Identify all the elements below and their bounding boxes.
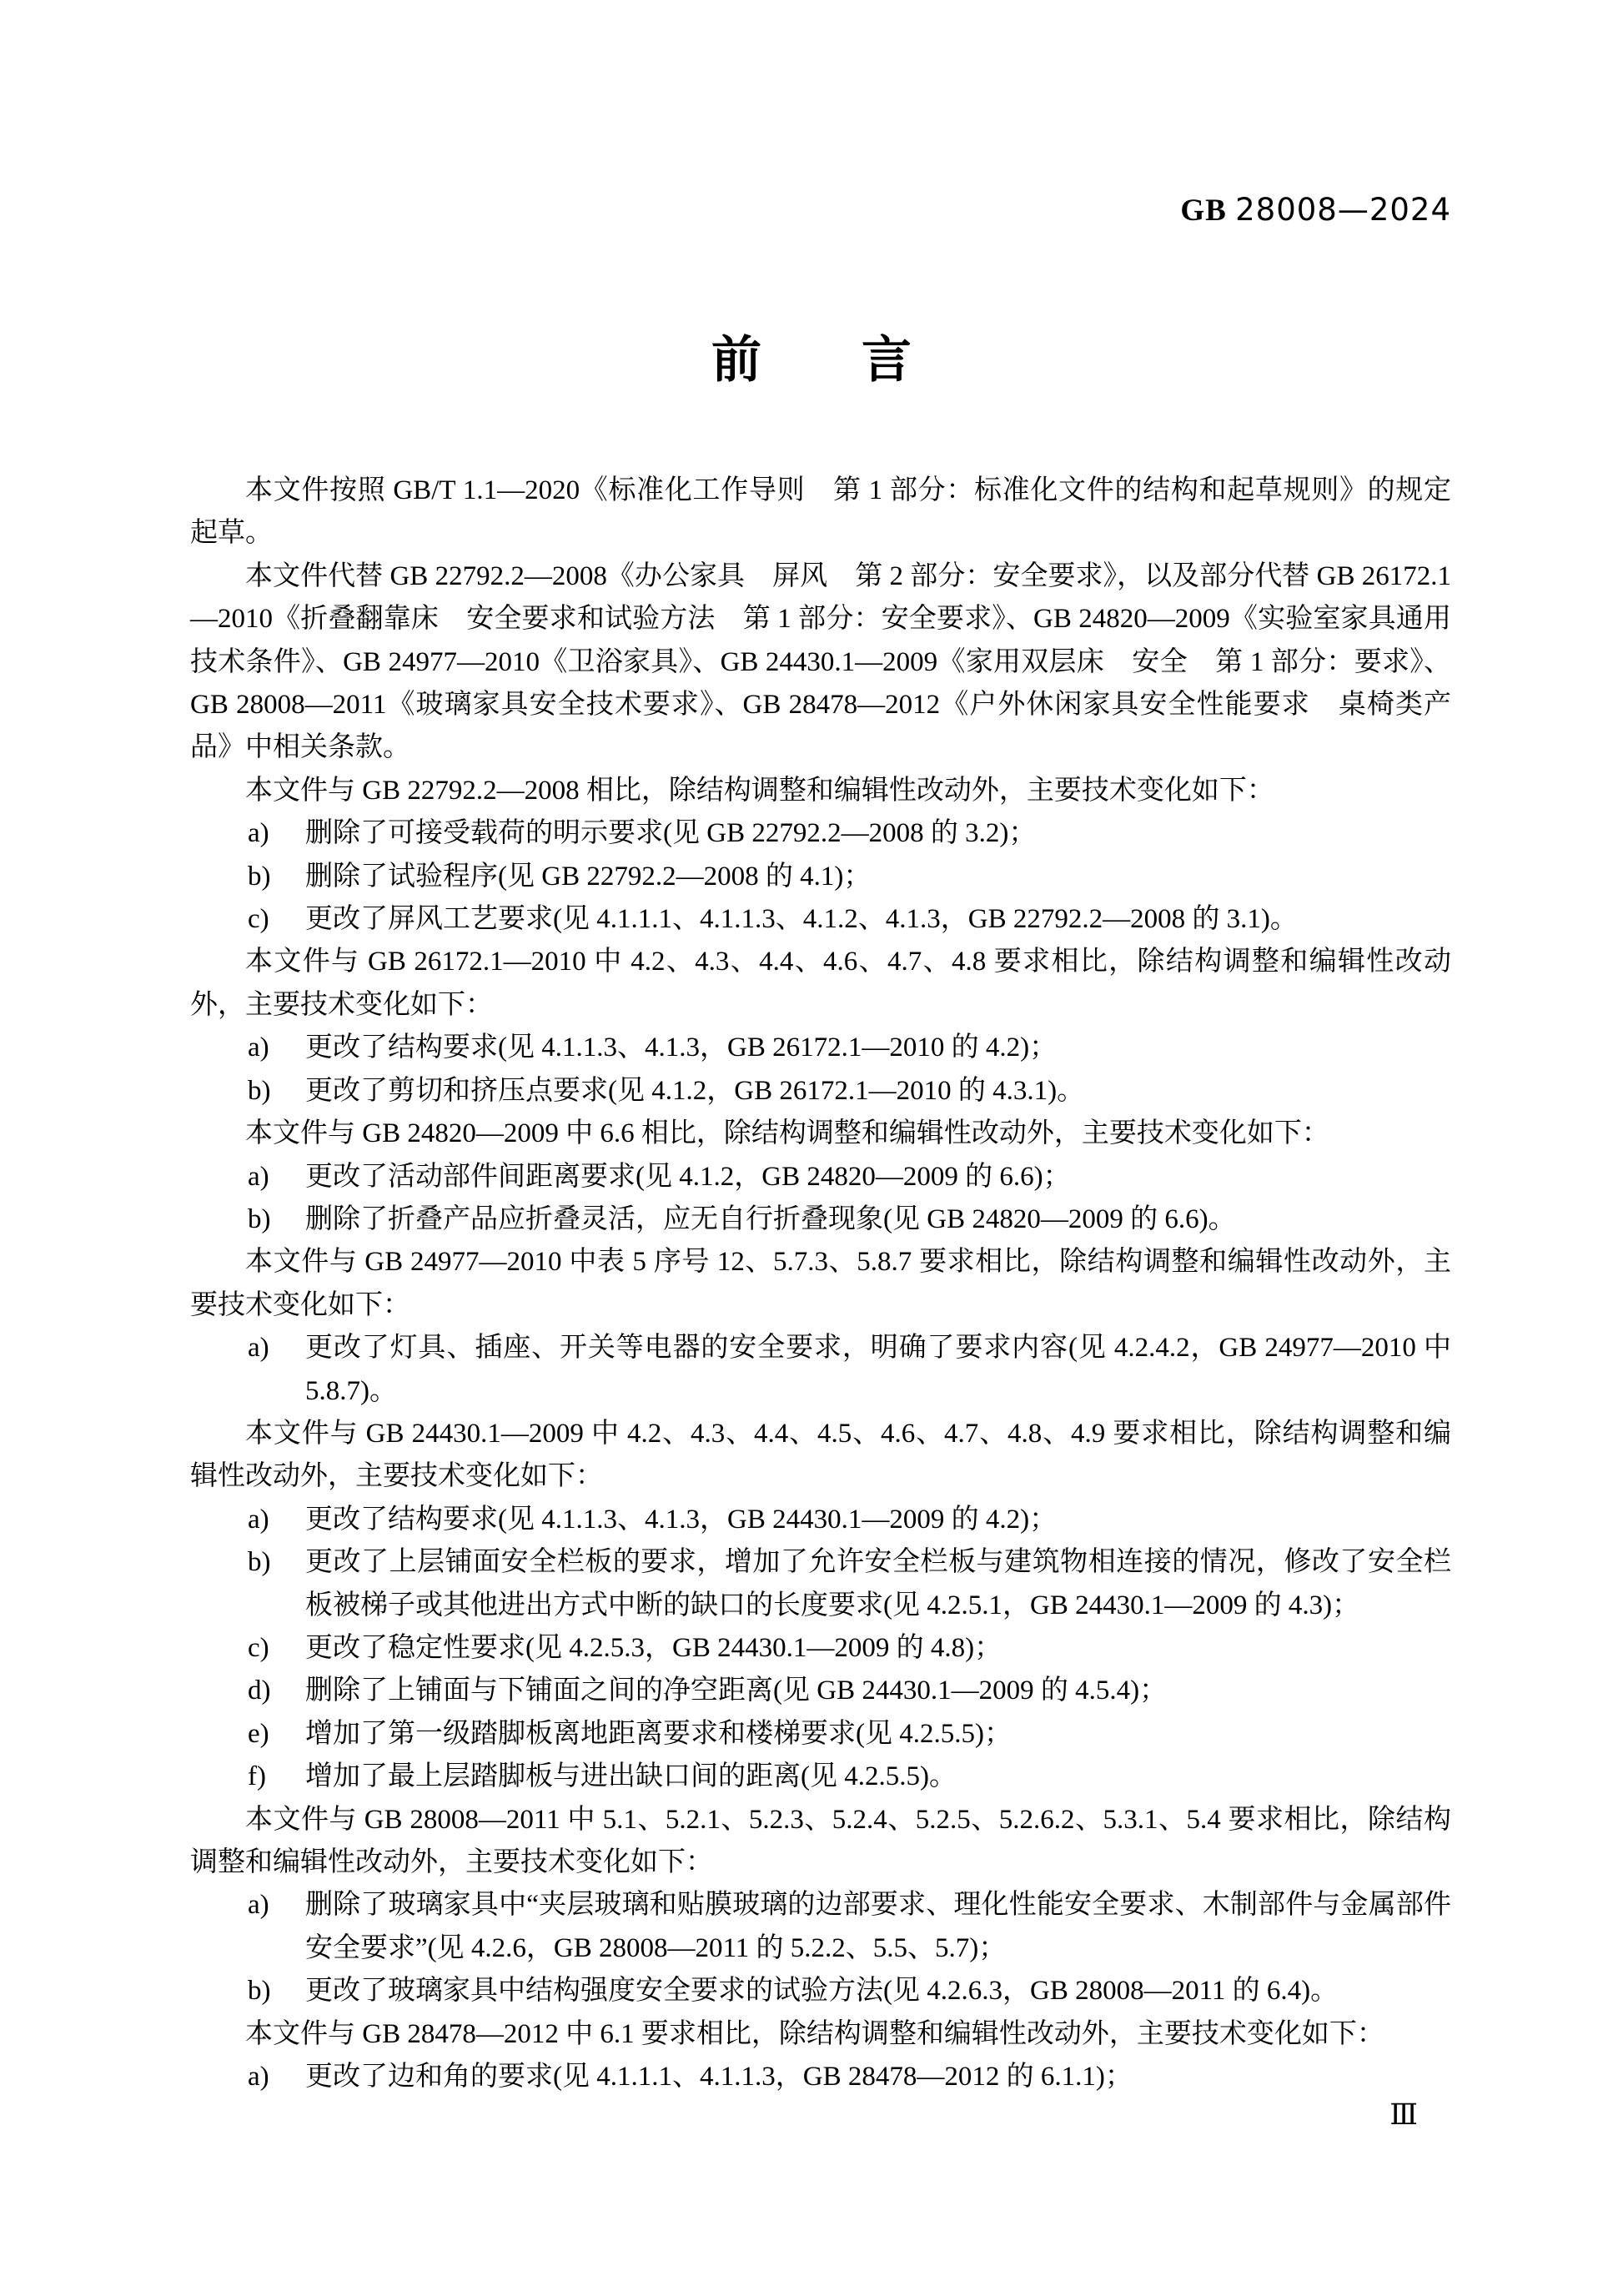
paragraph — [190, 470, 1451, 555]
page-number: Ⅲ — [1389, 2098, 1418, 2131]
list-item — [190, 1070, 1451, 1113]
list-item-text: 删除了试验程序(见 GB 22792.2—2008 的 4.1)； — [305, 861, 872, 892]
paragraph — [190, 770, 1451, 812]
list-item-text: 更改了屏风工艺要求(见 4.1.1.1、4.1.1.3、4.1.2、4.1.3，GB 22792.2—2008 的 3.1)。 — [305, 904, 1298, 935]
paragraph — [190, 1413, 1451, 1499]
paragraph-text: 本文件与 GB 28478—2012 中 6.1 要求相比，除结构调整和编辑性改动外，主要技术变化如下： — [245, 2018, 1384, 2049]
foreword-body — [190, 470, 1451, 2098]
standard-code-prefix: GB — [1180, 193, 1227, 228]
paragraph — [190, 941, 1451, 1027]
standard-code-header — [1180, 192, 1451, 229]
list-item — [190, 1156, 1451, 1198]
list-item-label: c) — [248, 904, 269, 935]
list-item-label: e) — [248, 1718, 269, 1749]
list-item-label: a) — [248, 1504, 269, 1535]
paragraph — [190, 2013, 1451, 2056]
list-item-text: 更改了剪切和挤压点要求(见 4.1.2，GB 26172.1—2010 的 4.3.1)。 — [305, 1075, 1085, 1106]
list-item — [190, 1970, 1451, 2012]
list-item-label: b) — [248, 1075, 271, 1106]
list-item-text: 增加了最上层踏脚板与进出缺口间的距离(见 4.2.5.5)。 — [305, 1761, 957, 1792]
list-item-text: 删除了玻璃家具中“夹层玻璃和贴膜玻璃的边部要求、理化性能安全要求、木制部件与金属部件安全要求”(见 4.2.6，GB 28008—2011 的 5.2.2、5.5、5.7)； — [305, 1890, 1451, 1963]
list-item — [190, 812, 1451, 855]
list-item-text: 更改了活动部件间距离要求(见 4.1.2，GB 24820—2009 的 6.6)； — [305, 1161, 1071, 1192]
page-title: 前 言 — [711, 332, 912, 388]
list-item — [190, 1198, 1451, 1241]
list-item-text: 删除了上铺面与下铺面之间的净空距离(见 GB 24430.1—2009 的 4.5.4)； — [305, 1676, 1168, 1706]
list-item — [190, 1713, 1451, 1756]
paragraph-text: 本文件与 GB 22792.2—2008 相比，除结构调整和编辑性改动外，主要技术变化如下： — [245, 775, 1274, 806]
standard-code-number: 28008—2024 — [1235, 192, 1451, 228]
paragraph-text: 本文件与 GB 24977—2010 中表 5 序号 12、5.7.3、5.8.7 要求相比，除结构调整和编辑性改动外，主要技术变化如下： — [190, 1247, 1451, 1320]
paragraph-text: 本文件代替 GB 22792.2—2008《办公家具 屏风 第 2 部分：安全要求》，以及部分代替 GB 26172.1—2010《折叠翻靠床 安全要求和试验方法 第 1 部分：安全要求》、GB 24820—2009《实验室家具通用技术条件》、GB 24977—2010《卫浴家具》、GB 24430.1—2009《家用双层床 安全 第 1 部分：要求》、GB 28008—2011《玻璃家具安全技术要求》、GB 28478—2012《户外休闲家具安全性能要求 桌椅类产品》中相关条款。 — [190, 560, 1451, 763]
list-item-text: 增加了第一级踏脚板离地距离要求和楼梯要求(见 4.2.5.5)； — [305, 1718, 1012, 1749]
list-item-label: c) — [248, 1632, 269, 1663]
list-item-label: a) — [248, 818, 269, 849]
list-item-label: b) — [248, 861, 271, 892]
paragraph-text: 本文件与 GB 24820—2009 中 6.6 相比，除结构调整和编辑性改动外，主要技术变化如下： — [245, 1118, 1329, 1149]
list-item-label: a) — [248, 1890, 269, 1921]
list-item-text: 更改了玻璃家具中结构强度安全要求的试验方法(见 4.2.6.3，GB 28008—2011 的 6.4)。 — [305, 1976, 1339, 2007]
list-item-label: a) — [248, 2062, 269, 2093]
paragraph-text: 本文件按照 GB/T 1.1—2020《标准化工作导则 第 1 部分：标准化文件的结构和起草规则》的规定起草。 — [190, 475, 1451, 549]
list-item-text: 更改了结构要求(见 4.1.1.3、4.1.3，GB 24430.1—2009 的 4.2)； — [305, 1504, 1058, 1535]
list-item-label: a) — [248, 1333, 269, 1364]
list-item-label: f) — [248, 1761, 266, 1792]
list-item-text: 更改了边和角的要求(见 4.1.1.1、4.1.1.3，GB 28478—2012 的 6.1.1)； — [305, 2062, 1133, 2093]
list-item — [190, 1884, 1451, 1970]
paragraph-text: 本文件与 GB 26172.1—2010 中 4.2、4.3、4.4、4.6、4.7、4.8 要求相比，除结构调整和编辑性改动外，主要技术变化如下： — [190, 947, 1451, 1020]
paragraph — [190, 1113, 1451, 1155]
list-item-label: a) — [248, 1161, 269, 1192]
list-item — [190, 1499, 1451, 1541]
paragraph-text: 本文件与 GB 24430.1—2009 中 4.2、4.3、4.4、4.5、4.6、4.7、4.8、4.9 要求相比，除结构调整和编辑性改动外，主要技术变化如下： — [190, 1418, 1451, 1492]
paragraph — [190, 1799, 1451, 1885]
list-item — [190, 1541, 1451, 1627]
list-item-label: b) — [248, 1976, 271, 2007]
list-item — [190, 898, 1451, 941]
list-item-text: 更改了上层铺面安全栏板的要求，增加了允许安全栏板与建筑物相连接的情况，修改了安全栏板被梯子或其他进出方式中断的缺口的长度要求(见 4.2.5.1，GB 24430.1—2009 的 4.3)； — [305, 1547, 1451, 1620]
list-item — [190, 1327, 1451, 1413]
list-item-label: b) — [248, 1547, 271, 1578]
paragraph-text: 本文件与 GB 28008—2011 中 5.1、5.2.1、5.2.3、5.2.4、5.2.5、5.2.6.2、5.3.1、5.4 要求相比，除结构调整和编辑性改动外，主要技术变化如下： — [190, 1804, 1451, 1877]
list-item-text: 更改了稳定性要求(见 4.2.5.3，GB 24430.1—2009 的 4.8)； — [305, 1632, 1002, 1663]
list-item — [190, 2056, 1451, 2098]
list-item-text: 删除了可接受载荷的明示要求(见 GB 22792.2—2008 的 3.2)； — [305, 818, 1037, 849]
list-item-label: a) — [248, 1032, 269, 1063]
list-item — [190, 1756, 1451, 1798]
list-item-label: d) — [248, 1676, 271, 1706]
paragraph — [190, 555, 1451, 770]
list-item — [190, 856, 1451, 898]
list-item-label: b) — [248, 1203, 271, 1234]
list-item-text: 更改了结构要求(见 4.1.1.3、4.1.3，GB 26172.1—2010 的 4.2)； — [305, 1032, 1058, 1063]
paragraph — [190, 1241, 1451, 1327]
list-item — [190, 1027, 1451, 1069]
list-item — [190, 1627, 1451, 1670]
list-item-text: 删除了折叠产品应折叠灵活，应无自行折叠现象(见 GB 24820—2009 的 6.6)。 — [305, 1203, 1236, 1234]
list-item — [190, 1670, 1451, 1712]
list-item-text: 更改了灯具、插座、开关等电器的安全要求，明确了要求内容(见 4.2.4.2，GB 24977—2010 中 5.8.7)。 — [305, 1333, 1451, 1406]
